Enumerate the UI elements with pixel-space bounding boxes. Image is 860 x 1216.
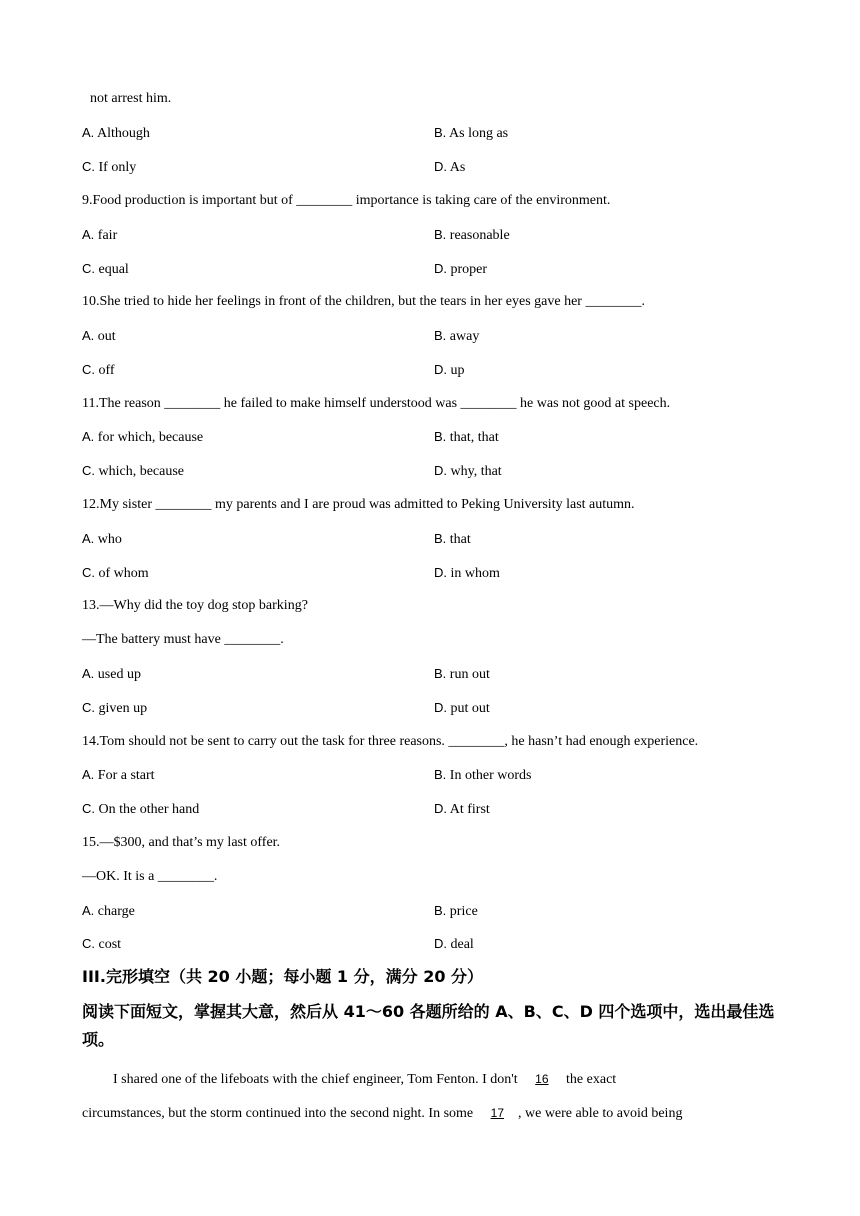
- q11-option-b[interactable]: B. that, that: [434, 429, 499, 445]
- q9-option-d[interactable]: D. proper: [434, 261, 488, 277]
- q12-option-d[interactable]: D. in whom: [434, 565, 500, 581]
- q9-option-a[interactable]: A. fair: [82, 227, 118, 243]
- q8-option-c[interactable]: C. If only: [82, 159, 137, 175]
- q10-option-d[interactable]: D. up: [434, 362, 465, 378]
- q15-option-a[interactable]: A. charge: [82, 903, 135, 919]
- question-12-stem: 12.My sister ________ my parents and I are proud was admitted to Peking University last autumn.: [82, 497, 635, 512]
- q14-option-c[interactable]: C. On the other hand: [82, 801, 200, 817]
- q11-option-d[interactable]: D. why, that: [434, 463, 502, 479]
- question-8-continuation: not arrest him.: [90, 91, 172, 106]
- q11-option-a[interactable]: A. for which, because: [82, 429, 204, 445]
- q14-option-a[interactable]: A. For a start: [82, 767, 155, 783]
- q10-option-b[interactable]: B. away: [434, 328, 480, 344]
- question-9-stem: 9.Food production is important but of ________ importance is taking care of the environment.: [82, 193, 611, 208]
- q13-option-b[interactable]: B. run out: [434, 666, 490, 682]
- q8-option-d[interactable]: D. As: [434, 159, 466, 175]
- q9-option-c[interactable]: C. equal: [82, 261, 129, 277]
- question-15-stem-reply: —OK. It is a ________.: [82, 869, 218, 884]
- question-15-stem: 15.—$300, and that’s my last offer.: [82, 835, 281, 850]
- question-11-stem: 11.The reason ________ he failed to make himself understood was ________ he was not good at speech.: [82, 396, 671, 411]
- blank-17[interactable]: 17: [490, 1106, 504, 1120]
- q8-option-b[interactable]: B. As long as: [434, 125, 509, 141]
- q13-option-c[interactable]: C. given up: [82, 700, 148, 716]
- q14-option-b[interactable]: B. In other words: [434, 767, 532, 783]
- q12-option-a[interactable]: A. who: [82, 531, 122, 547]
- q8-option-a[interactable]: A. Although: [82, 125, 150, 141]
- q15-option-d[interactable]: D. deal: [434, 936, 474, 952]
- q11-option-c[interactable]: C. which, because: [82, 463, 185, 479]
- question-14-stem: 14.Tom should not be sent to carry out the task for three reasons. ________, he hasn’t had enough experience.: [82, 734, 699, 749]
- q10-option-c[interactable]: C. off: [82, 362, 115, 378]
- passage-line-1: I shared one of the lifeboats with the chief engineer, Tom Fenton. I don't 16 the exact: [113, 1072, 617, 1087]
- blank-16[interactable]: 16: [535, 1072, 549, 1086]
- question-13-stem-reply: —The battery must have ________.: [82, 632, 284, 647]
- question-13-stem: 13.—Why did the toy dog stop barking?: [82, 598, 308, 613]
- q10-option-a[interactable]: A. out: [82, 328, 116, 344]
- q15-option-c[interactable]: C. cost: [82, 936, 122, 952]
- question-10-stem: 10.She tried to hide her feelings in front of the children, but the tears in her eyes gave her ________.: [82, 294, 645, 309]
- passage-line-2: circumstances, but the storm continued into the second night. In some 17 , we were able to avoid being: [82, 1106, 683, 1121]
- q12-option-b[interactable]: B. that: [434, 531, 471, 547]
- section-heading: III.完形填空（共 20 小题；每小题 1 分，满分 20 分）: [82, 967, 484, 986]
- q13-option-a[interactable]: A. used up: [82, 666, 141, 682]
- q9-option-b[interactable]: B. reasonable: [434, 227, 510, 243]
- section-instruction: 阅读下面短文，掌握其大意，然后从 41～60 各题所给的 A、B、C、D 四个选项中，选出最佳选项。: [82, 1002, 775, 1049]
- q12-option-c[interactable]: C. of whom: [82, 565, 149, 581]
- q13-option-d[interactable]: D. put out: [434, 700, 490, 716]
- q15-option-b[interactable]: B. price: [434, 903, 478, 919]
- q14-option-d[interactable]: D. At first: [434, 801, 490, 817]
